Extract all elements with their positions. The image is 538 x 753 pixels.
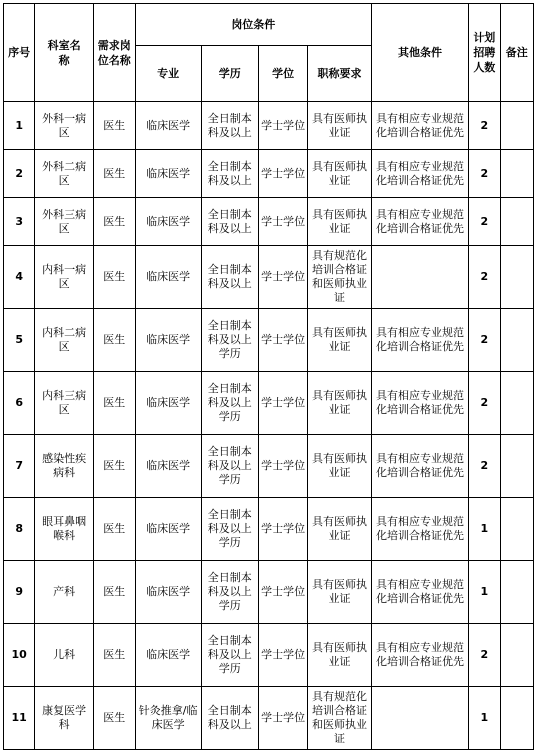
cell-dept: 内科一病区	[35, 246, 94, 309]
cell-post: 医生	[93, 309, 135, 372]
cell-note	[500, 246, 534, 309]
cell-count: 2	[469, 246, 500, 309]
cell-post: 医生	[93, 561, 135, 624]
cell-title-req: 具有规范化培训合格证和医师执业证	[308, 687, 372, 750]
cell-other	[371, 687, 468, 750]
cell-major: 临床医学	[135, 246, 201, 309]
cell-education: 全日制本科及以上学历	[201, 624, 258, 687]
header-title-req: 职称要求	[308, 46, 372, 102]
cell-post: 医生	[93, 150, 135, 198]
cell-education: 全日制本科及以上学历	[201, 561, 258, 624]
cell-count: 2	[469, 198, 500, 246]
cell-post: 医生	[93, 246, 135, 309]
cell-count: 2	[469, 309, 500, 372]
cell-seq: 10	[4, 624, 35, 687]
cell-seq: 6	[4, 372, 35, 435]
cell-seq: 2	[4, 150, 35, 198]
header-degree: 学位	[259, 46, 308, 102]
cell-degree: 学士学位	[259, 624, 308, 687]
cell-note	[500, 561, 534, 624]
cell-other	[371, 246, 468, 309]
cell-other: 具有相应专业规范化培训合格证优先	[371, 498, 468, 561]
header-count: 计划招聘人数	[469, 4, 500, 102]
recruitment-table-container	[3, 3, 534, 750]
cell-major: 临床医学	[135, 198, 201, 246]
cell-other: 具有相应专业规范化培训合格证优先	[371, 102, 468, 150]
cell-title-req: 具有医师执业证	[308, 198, 372, 246]
cell-count: 2	[469, 624, 500, 687]
cell-education: 全日制本科及以上	[201, 198, 258, 246]
cell-other: 具有相应专业规范化培训合格证优先	[371, 561, 468, 624]
table-row	[4, 435, 534, 498]
header-education: 学历	[201, 46, 258, 102]
cell-dept: 感染性疾病科	[35, 435, 94, 498]
cell-major: 临床医学	[135, 102, 201, 150]
cell-degree: 学士学位	[259, 309, 308, 372]
cell-count: 1	[469, 498, 500, 561]
cell-post: 医生	[93, 372, 135, 435]
cell-post: 医生	[93, 687, 135, 750]
table-row	[4, 498, 534, 561]
cell-degree: 学士学位	[259, 561, 308, 624]
cell-other: 具有相应专业规范化培训合格证优先	[371, 435, 468, 498]
cell-note	[500, 435, 534, 498]
table-row	[4, 687, 534, 750]
table-row	[4, 150, 534, 198]
cell-count: 2	[469, 150, 500, 198]
cell-post: 医生	[93, 498, 135, 561]
cell-count: 1	[469, 561, 500, 624]
cell-major: 临床医学	[135, 435, 201, 498]
cell-title-req: 具有医师执业证	[308, 561, 372, 624]
cell-degree: 学士学位	[259, 372, 308, 435]
cell-note	[500, 309, 534, 372]
cell-major: 临床医学	[135, 309, 201, 372]
cell-note	[500, 150, 534, 198]
table-row	[4, 561, 534, 624]
cell-education: 全日制本科及以上学历	[201, 309, 258, 372]
cell-other: 具有相应专业规范化培训合格证优先	[371, 198, 468, 246]
cell-major: 针灸推拿/临床医学	[135, 687, 201, 750]
cell-dept: 外科三病区	[35, 198, 94, 246]
cell-count: 2	[469, 102, 500, 150]
cell-seq: 7	[4, 435, 35, 498]
cell-seq: 4	[4, 246, 35, 309]
cell-post: 医生	[93, 198, 135, 246]
cell-major: 临床医学	[135, 150, 201, 198]
cell-other: 具有相应专业规范化培训合格证优先	[371, 624, 468, 687]
header-note: 备注	[500, 4, 534, 102]
cell-post: 医生	[93, 102, 135, 150]
cell-count: 2	[469, 372, 500, 435]
cell-title-req: 具有医师执业证	[308, 498, 372, 561]
header-conditions: 岗位条件	[135, 4, 371, 46]
cell-dept: 儿科	[35, 624, 94, 687]
cell-note	[500, 372, 534, 435]
cell-count: 2	[469, 435, 500, 498]
cell-other: 具有相应专业规范化培训合格证优先	[371, 309, 468, 372]
header-seq: 序号	[4, 4, 35, 102]
header-other: 其他条件	[371, 4, 468, 102]
cell-education: 全日制本科及以上	[201, 150, 258, 198]
cell-degree: 学士学位	[259, 435, 308, 498]
cell-degree: 学士学位	[259, 102, 308, 150]
cell-degree: 学士学位	[259, 198, 308, 246]
cell-note	[500, 687, 534, 750]
cell-note	[500, 102, 534, 150]
header-row-top	[4, 4, 534, 46]
table-row	[4, 624, 534, 687]
cell-title-req: 具有医师执业证	[308, 309, 372, 372]
cell-education: 全日制本科及以上	[201, 102, 258, 150]
cell-title-req: 具有医师执业证	[308, 102, 372, 150]
cell-education: 全日制本科及以上	[201, 687, 258, 750]
cell-dept: 产科	[35, 561, 94, 624]
table-row	[4, 309, 534, 372]
cell-title-req: 具有医师执业证	[308, 435, 372, 498]
table-row	[4, 246, 534, 309]
cell-title-req: 具有医师执业证	[308, 372, 372, 435]
cell-title-req: 具有规范化培训合格证和医师执业证	[308, 246, 372, 309]
cell-seq: 9	[4, 561, 35, 624]
cell-seq: 8	[4, 498, 35, 561]
cell-education: 全日制本科及以上学历	[201, 498, 258, 561]
cell-other: 具有相应专业规范化培训合格证优先	[371, 372, 468, 435]
header-dept: 科室名称	[35, 4, 94, 102]
header-post: 需求岗位名称	[93, 4, 135, 102]
cell-dept: 外科二病区	[35, 150, 94, 198]
cell-note	[500, 624, 534, 687]
cell-seq: 1	[4, 102, 35, 150]
table-row	[4, 102, 534, 150]
cell-education: 全日制本科及以上	[201, 246, 258, 309]
table-row	[4, 372, 534, 435]
cell-note	[500, 498, 534, 561]
cell-education: 全日制本科及以上学历	[201, 372, 258, 435]
cell-seq: 11	[4, 687, 35, 750]
cell-count: 1	[469, 687, 500, 750]
cell-title-req: 具有医师执业证	[308, 150, 372, 198]
cell-seq: 5	[4, 309, 35, 372]
cell-major: 临床医学	[135, 498, 201, 561]
cell-title-req: 具有医师执业证	[308, 624, 372, 687]
cell-dept: 内科三病区	[35, 372, 94, 435]
table-row	[4, 198, 534, 246]
cell-major: 临床医学	[135, 372, 201, 435]
cell-education: 全日制本科及以上学历	[201, 435, 258, 498]
cell-degree: 学士学位	[259, 246, 308, 309]
cell-dept: 外科一病区	[35, 102, 94, 150]
cell-note	[500, 198, 534, 246]
cell-dept: 康复医学科	[35, 687, 94, 750]
cell-dept: 眼耳鼻咽喉科	[35, 498, 94, 561]
header-major: 专业	[135, 46, 201, 102]
cell-post: 医生	[93, 435, 135, 498]
cell-major: 临床医学	[135, 624, 201, 687]
cell-degree: 学士学位	[259, 687, 308, 750]
cell-dept: 内科二病区	[35, 309, 94, 372]
cell-post: 医生	[93, 624, 135, 687]
cell-seq: 3	[4, 198, 35, 246]
cell-major: 临床医学	[135, 561, 201, 624]
recruitment-table	[3, 3, 534, 750]
cell-degree: 学士学位	[259, 498, 308, 561]
cell-degree: 学士学位	[259, 150, 308, 198]
cell-other: 具有相应专业规范化培训合格证优先	[371, 150, 468, 198]
